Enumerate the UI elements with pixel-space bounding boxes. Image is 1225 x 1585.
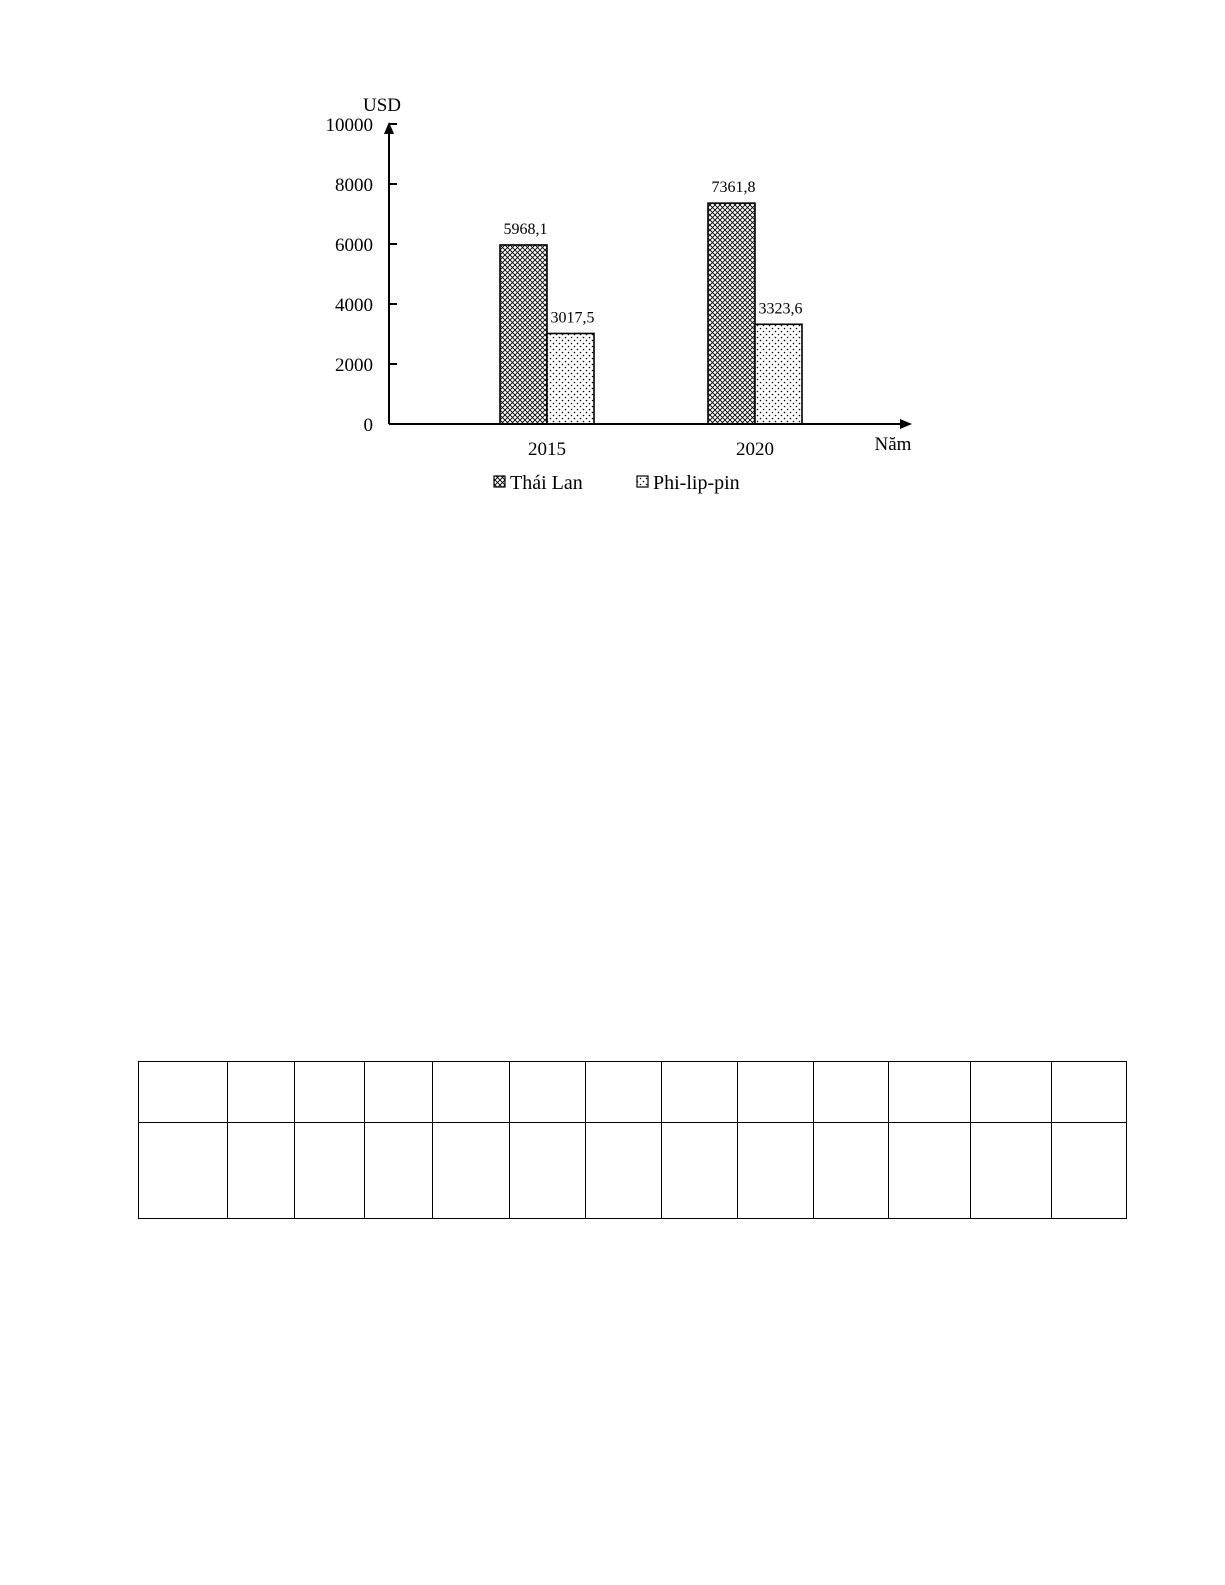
table-cell	[971, 1062, 1052, 1123]
y-axis-label: USD	[362, 95, 402, 116]
table-cell	[814, 1123, 889, 1219]
table-row	[139, 1123, 1127, 1219]
x-axis-arrow	[900, 419, 912, 429]
y-tick-label: 6000	[335, 235, 373, 256]
legend-label: Thái Lan	[510, 472, 583, 494]
table-cell	[295, 1123, 365, 1219]
table-cell	[433, 1123, 510, 1219]
y-tick-label: 4000	[335, 295, 373, 316]
table-cell	[510, 1062, 586, 1123]
table-cell	[738, 1062, 814, 1123]
table-cell	[889, 1123, 971, 1219]
x-tick-label: 2015	[528, 439, 566, 460]
table-cell	[662, 1062, 738, 1123]
y-tick-label: 8000	[335, 175, 373, 196]
bar-thai-lan-2015	[500, 245, 547, 424]
table-cell	[586, 1123, 662, 1219]
data-label: 5968,1	[503, 220, 548, 238]
table-cell	[365, 1123, 433, 1219]
bar-thai-lan-2020	[708, 203, 755, 424]
empty-data-table	[138, 1061, 1127, 1219]
x-tick-label: 2020	[736, 439, 774, 460]
table-cell	[971, 1123, 1052, 1219]
table-cell	[365, 1062, 433, 1123]
y-tick-label: 2000	[335, 355, 373, 376]
table-cell	[738, 1123, 814, 1219]
table-cell	[1052, 1062, 1127, 1123]
table-cell	[1052, 1123, 1127, 1219]
bar-chart	[0, 0, 1225, 520]
table-cell	[586, 1062, 662, 1123]
y-tick-label: 10000	[325, 115, 373, 136]
legend-swatch	[637, 476, 648, 487]
y-tick-label: 0	[363, 415, 373, 436]
table-cell	[814, 1062, 889, 1123]
table-cell	[295, 1062, 365, 1123]
table-cell	[510, 1123, 586, 1219]
bar-phi-lip-pin-2015	[547, 333, 594, 424]
table-cell	[662, 1123, 738, 1219]
table-cell	[889, 1062, 971, 1123]
table-cell	[228, 1062, 295, 1123]
table-cell	[228, 1123, 295, 1219]
bar-phi-lip-pin-2020	[755, 324, 802, 424]
data-label: 3017,5	[550, 309, 595, 327]
table-cell	[139, 1123, 228, 1219]
table-cell	[433, 1062, 510, 1123]
data-label: 3323,6	[758, 300, 803, 318]
legend-label: Phi-lip-pin	[653, 472, 740, 494]
data-label: 7361,8	[711, 179, 756, 197]
legend-swatch	[494, 476, 505, 487]
table-cell	[139, 1062, 228, 1123]
table-row	[139, 1062, 1127, 1123]
x-axis-label: Năm	[874, 434, 912, 455]
